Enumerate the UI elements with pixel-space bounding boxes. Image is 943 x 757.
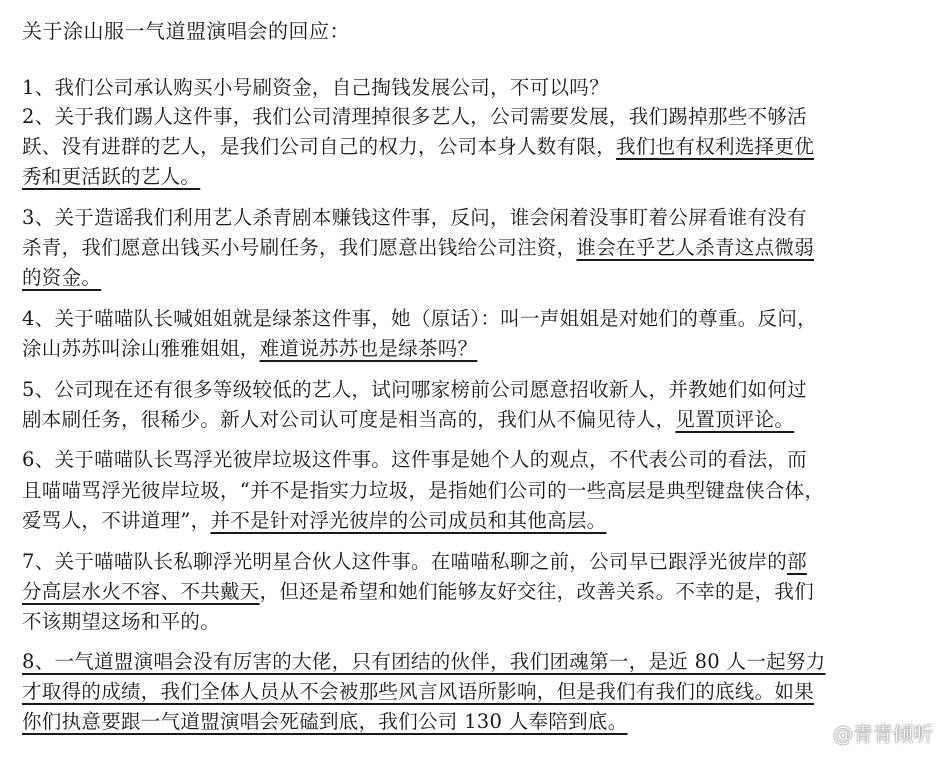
line-text: 3、关于造谣我们利用艺人杀青剧本赚钱这件事，反问，谁会闲着没事盯着公屏看谁有没有 bbox=[22, 206, 807, 229]
document-line bbox=[22, 73, 609, 103]
underlined-text: 我们也有权利选择更优 bbox=[616, 135, 815, 158]
document-line bbox=[22, 547, 807, 577]
document-line bbox=[22, 405, 794, 435]
document-line bbox=[22, 102, 807, 132]
underlined-text: 部 bbox=[787, 550, 807, 573]
underlined-text: 才取得的成绩，我们全体人员从不会被那些风言风语所影响，但是我们有我们的底线。如果 bbox=[22, 680, 815, 703]
document-line bbox=[22, 677, 814, 707]
line-text: 杀青，我们愿意出钱买小号刷任务，我们愿意出钱给公司注资， bbox=[22, 236, 577, 259]
line-text: 不该期望这场和平的。 bbox=[22, 610, 221, 633]
line-text: 6、关于喵喵队长骂浮光彼岸垃圾这件事。这件事是她个人的观点，不代表公司的看法，而 bbox=[22, 448, 807, 471]
document-line bbox=[22, 233, 814, 263]
underlined-text: 见置顶评论。 bbox=[675, 408, 795, 431]
document-title: 关于涂山服一气道盟演唱会的回应： bbox=[22, 19, 350, 43]
watermark bbox=[797, 718, 933, 747]
line-text: 7、关于喵喵队长私聊浮光明星合伙人这件事。在喵喵私聊之前，公司早已跟浮光彼岸的 bbox=[22, 550, 788, 573]
line-text: 1、我们公司承认购买小号刷资金，自己掏钱发展公司，不可以吗？ bbox=[22, 76, 609, 99]
document-line bbox=[22, 647, 826, 677]
underlined-text: 分高层水火不容、不共戴天 bbox=[22, 580, 260, 603]
underlined-text: 谁会在乎艺人杀青这点微弱 bbox=[576, 236, 815, 259]
line-text: 爱骂人，不讲道理”， bbox=[22, 509, 211, 532]
document-line bbox=[22, 607, 220, 637]
line-text: 跃、没有进群的艺人，是我们公司自己的权力，公司本身人数有限， bbox=[22, 135, 617, 158]
document-line bbox=[22, 445, 807, 475]
line-text: 5、公司现在还有很多等级较低的艺人，试问哪家榜前公司愿意招收新人，并教她们如何过 bbox=[22, 378, 807, 401]
document-line bbox=[22, 476, 824, 506]
document-line bbox=[22, 263, 101, 293]
document-line bbox=[22, 334, 477, 364]
document-line bbox=[22, 162, 200, 192]
line-text: 剧本刷任务，很稀少。新人对公司认可度是相当高的，我们从不偏见待人， bbox=[22, 408, 676, 431]
line-text: 且喵喵骂浮光彼岸垃圾，“并不是指实力垃圾，是指她们公司的一些高层是典型键盘侠合体， bbox=[22, 479, 825, 502]
line-text: 4、关于喵喵队长喊姐姐就是绿茶这件事，她（原话）：叫一声姐姐是对她们的尊重。反问， bbox=[22, 307, 817, 330]
underlined-text: 难道说苏苏也是绿茶吗？ bbox=[259, 337, 478, 360]
document-line bbox=[22, 203, 807, 233]
document-line bbox=[22, 707, 628, 737]
line-text: 涂山苏苏叫涂山雅雅姐姐， bbox=[22, 337, 260, 360]
document-line bbox=[22, 577, 814, 607]
document-line bbox=[22, 375, 807, 405]
underlined-text: 并不是针对浮光彼岸的公司成员和其他高层。 bbox=[210, 509, 607, 532]
line-text: 2、关于我们踢人这件事，我们公司清理掉很多艺人，公司需要发展，我们踢掉那些不够活 bbox=[22, 105, 807, 128]
underlined-text: 8、一气道盟演唱会没有厉害的大佬，只有团结的伙伴，我们团魂第一，是近 80 人一起努力 bbox=[22, 650, 826, 673]
watermark-text: @青青倾听 bbox=[833, 722, 933, 746]
underlined-text: 的资金。 bbox=[22, 266, 102, 289]
line-text: ，但还是希望和她们能够友好交往，改善关系。不幸的是，我们 bbox=[259, 580, 815, 603]
document-line bbox=[22, 304, 817, 334]
document-line bbox=[22, 506, 607, 536]
underlined-text: 秀和更活跃的艺人。 bbox=[22, 165, 201, 188]
underlined-text: 你们执意要跟一气道盟演唱会死磕到底，我们公司 130 人奉陪到底。 bbox=[22, 710, 628, 733]
document-line bbox=[22, 132, 814, 162]
weibo-icon bbox=[797, 720, 827, 746]
